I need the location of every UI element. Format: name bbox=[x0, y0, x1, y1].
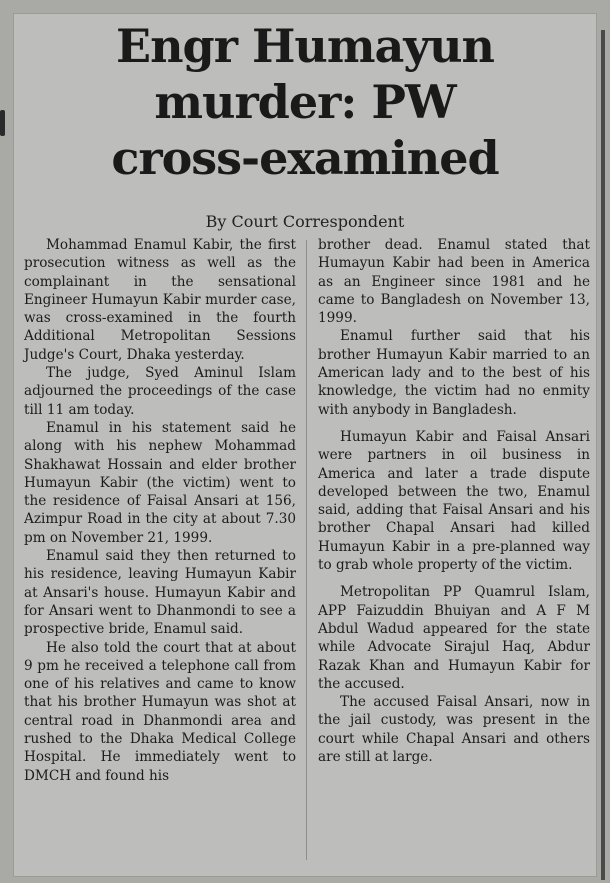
byline: By Court Correspondent bbox=[205, 212, 405, 231]
left-column bbox=[24, 236, 296, 785]
right-column bbox=[318, 236, 590, 766]
paragraph: Enamul further said that his brother Humayun Kabir married to an American lady and to the best of his knowledge, the victim had no enmity with anybody in Bangladesh. bbox=[318, 328, 590, 418]
paragraph: brother dead. Enamul stated that Humayun Kabir had been in America as an Engineer since 1981 and he came to Bangladesh on November 13, 1999. bbox=[318, 237, 590, 327]
headline bbox=[0, 18, 610, 186]
paragraph: The judge, Syed Aminul Islam adjourned the proceedings of the case till 11 am today. bbox=[24, 365, 296, 418]
headline-line-1: Engr Humayun bbox=[116, 19, 494, 73]
headline-line-2: murder: PW bbox=[154, 75, 456, 129]
paragraph: He also told the court that at about 9 pm he received a telephone call from one of his relatives and came to know that his brother Humayun was shot at central road in Dhanmondi area and rushed to the Dhaka Medical College Hospital. He immediately went to DMCH and found his bbox=[24, 639, 296, 784]
paragraph: Mohammad Enamul Kabir, the first prosecution witness as well as the complainant in the sensational Engineer Humayun Kabir murder case, was cross-examined in the fourth Additional Metropolitan Sessions Judge's Court, Dhaka yesterday. bbox=[24, 237, 296, 363]
column-divider bbox=[306, 240, 307, 860]
paragraph: The accused Faisal Ansari, now in the jail custody, was present in the court while Chapal Ansari and others are still at large. bbox=[318, 694, 590, 766]
paragraph: Enamul said they then returned to his residence, leaving Humayun Kabir at Ansari's house. Humayun Kabir and for Ansari went to Dhanmondi to see a prospective bride, Enamul said. bbox=[24, 548, 296, 638]
paragraph: Metropolitan PP Quamrul Islam, APP Faizuddin Bhuiyan and A F M Abdul Wadud appeared for the state while Advocate Sirajul Haq, Abdur Razak Khan and Humayun Kabir for the accused. bbox=[318, 584, 590, 692]
headline-line-3: cross-examined bbox=[111, 131, 499, 185]
paragraph: Humayun Kabir and Faisal Ansari were partners in oil business in America and later a trade dispute developed between the two, Enamul said, adding that Faisal Ansari and his brother Chapal Ansari had killed Humayun Kabir in a pre-planned way to grab whole property of the victim. bbox=[318, 428, 590, 574]
paragraph: Enamul in his statement said he along with his nephew Mohammad Shakhawat Hossain and elder brother Humayun Kabir (the victim) went to the residence of Faisal Ansari at 156, Azimpur Road in the city at about 7.30 pm on November 21, 1999. bbox=[24, 419, 296, 546]
